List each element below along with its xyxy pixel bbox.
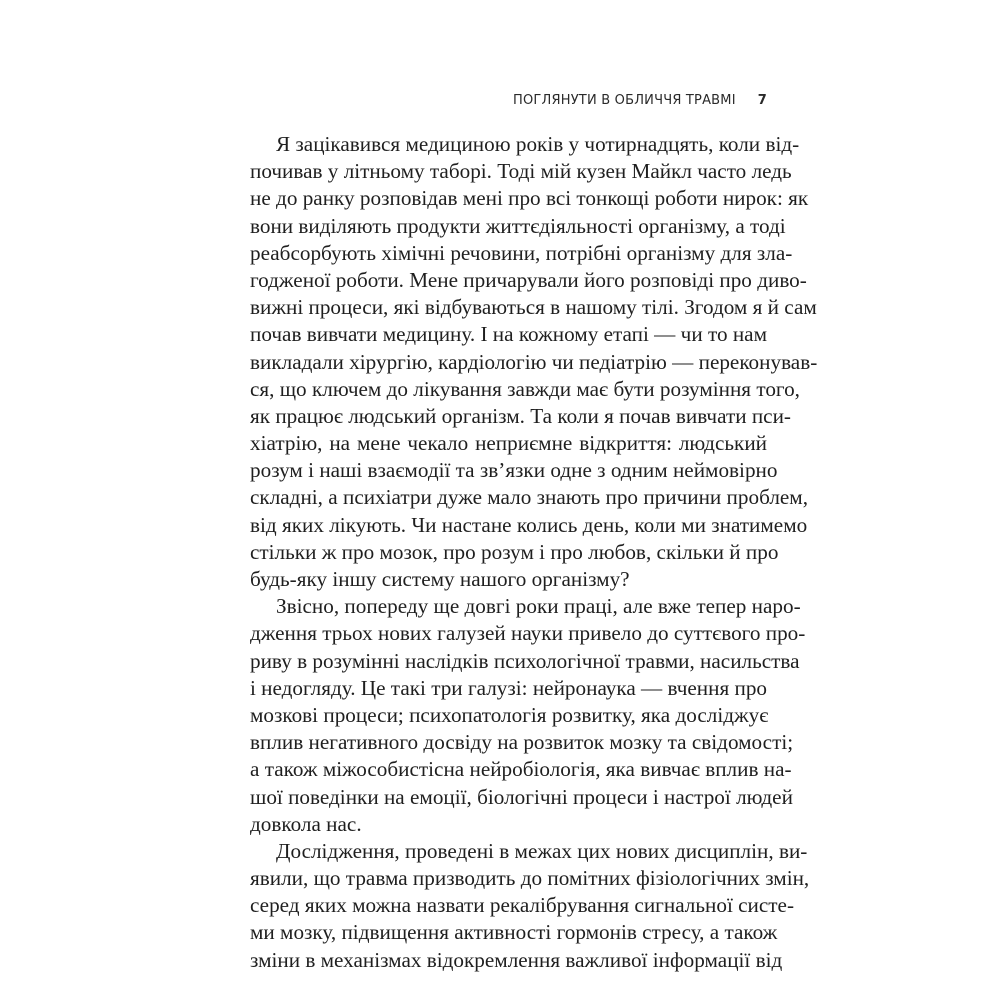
text-line: а також міжособистісна нейробіологія, яка вивчає вплив на- (250, 757, 792, 782)
text-line: реабсорбують хімічні речовини, потрібні організму для зла- (250, 240, 793, 265)
text-line: ся, що ключем до лікування завжди має бути розуміння того, (250, 376, 800, 401)
running-head (250, 93, 767, 108)
text-line: вижні процеси, які відбуваються в нашому тілі. Згодом я й сам (250, 295, 817, 320)
running-title: ПОГЛЯНУТИ В ОБЛИЧЧЯ ТРАВМІ (512, 93, 736, 108)
text-line: зміни в механізмах відокремлення важливої інформації від (250, 947, 783, 972)
text-line: будь-яку іншу систему нашого організму? (250, 567, 630, 591)
text-line: шої поведінки на емоції, біологічні процеси і настрої людей (250, 784, 793, 809)
text-line: Дослідження, проведені в межах цих нових дисциплін, ви- (276, 838, 808, 863)
text-line: Я зацікавився медициною років у чотирнадцять, коли від- (276, 132, 800, 156)
text-line: явили, що травма призводить до помітних фізіологічних змін, (250, 866, 810, 891)
text-line: як працює людський організм. Та коли я почав вивчати пси- (250, 403, 791, 428)
text-line: серед яких можна назвати рекалібрування сигнальної систе- (250, 893, 795, 918)
text-line: дження трьох нових галузей науки привело до суттєвого про- (250, 621, 806, 646)
text-line: годженої роботи. Мене причарували його розповіді про диво- (250, 267, 807, 292)
text-line: почав вивчати медицину. І на кожному етапі — чи то нам (250, 322, 767, 347)
body-text (250, 131, 818, 974)
text-line: розум і наші взаємодії та зв’язки одне з одним неймовірно (250, 458, 778, 483)
text-line: ми мозку, підвищення активності гормонів стресу, а також (250, 920, 778, 945)
text-line: від яких лікують. Чи настане колись день, коли ми знатимемо (250, 512, 808, 537)
text-line: і недогляду. Це такі три галузі: нейронаука — вчення про (250, 675, 768, 700)
text-line: вплив негативного досвіду на розвиток мозку та свідомості; (250, 730, 794, 755)
text-line: довкола нас. (250, 811, 362, 836)
text-line: мозкові процеси; психопатологія розвитку, яка досліджує (250, 702, 769, 727)
page-number: 7 (757, 93, 767, 108)
text-line: не до ранку розповідав мені про всі тонкощі роботи нирок: як (250, 186, 809, 211)
text-line: хіатрію, на мене чекало неприємне відкриття: людський (250, 431, 767, 456)
text-line: Звісно, попереду ще довгі роки праці, але вже тепер наро- (276, 594, 801, 619)
text-line: почивав у літньому таборі. Тоді мій кузен Майкл часто ледь (250, 159, 792, 184)
text-line: стільки ж про мозок, про розум і про любов, скільки й про (250, 539, 779, 564)
text-line: риву в розумінні наслідків психологічної травми, насильства (250, 648, 800, 673)
text-line: вони виділяють продукти життєдіяльності організму, а тоді (250, 213, 786, 238)
text-line: складні, а психіатри дуже мало знають про причини проблем, (250, 485, 809, 510)
text-line: викладали хірургію, кардіологію чи педіатрію — переконував- (250, 349, 818, 374)
